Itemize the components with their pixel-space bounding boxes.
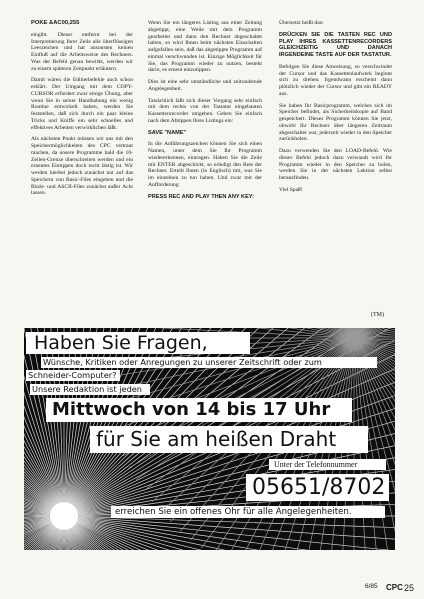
magazine-brand: CPC (386, 583, 403, 592)
paragraph: eingibt. Dieser entfernt bei der Interpretierung Ihrer Zeile alle überflüssigen Leerzeichen und hat ansonsten keinen Einfluß auf die Arbeitsweise des Rechners. Was der Befehl genau bewirkt, werden wir zu einem späteren Zeitpunkt erläutern. (31, 31, 133, 72)
paragraph: Übersetzt heißt das: (279, 20, 324, 26)
ad-closing-line: erreichen Sie ein offenes Ohr für alle Angelegenheiten. (111, 506, 385, 518)
column-right (279, 20, 392, 199)
paragraph: Als nächsten Punkt müssen wir uns mit den Speichermöglichkeiten des CPC vertraut machen, da unsere Programme bald die 10-Zeilen-Grenze überschreiten werden und ein erneutes Eintippen doch recht lästig ist. Wir werden hierbei jedoch zunächst nur auf das Speichern von Basic-Files eingehen und die Binär- und ASCII-Files zunächst außer Acht lassen. (31, 136, 133, 197)
author-initials: (TM) (371, 312, 384, 318)
ad-phone-number: 05651/8702 (246, 474, 389, 501)
translation-caps: DRÜCKEN SIE DIE TASTEN REC UND PLAY IHRES KASSETTENRECORDERS GLEICHZEITIG UND DANACH IRGENDEINE TASTE AUF DER TASTATUR. (279, 31, 392, 58)
paragraph: Wenn Sie ein längeres Listing aus einer Zeitung abgetippt, eine Weile mit dem Programm gearbeitet und dann den Rechner abgeschaltet haben, so wird Ihnen beim nächsten Einschalten aufgefallen sein, daß das abgetippte Programm auf einmal verschwunden ist. Einzige Möglichkeit für Sie, das Programm wieder zu nutzen, besteht darin, es erneut einzutippen. (148, 20, 262, 74)
save-command: SAVE "NAME" (148, 129, 187, 136)
paragraph: Dies ist eine sehr umständliche und zeitraubende Angelegenheit. (148, 79, 262, 92)
ad-subline-computer: Schneider-Computer? (26, 370, 120, 381)
paragraph: Sie haben Ihr Basicprogramm, welches sich im Speicher befindet, als Sicherheitskopie auf Band gespeichert. Dieses Programm können Sie jetzt, obwohl Ihr Rechner über längeren Zeitraum abgeschaltet war, jederzeit wieder in den Speicher zurückholen. (279, 102, 392, 143)
paragraph: In die Anführungszeichen können Sie sich einen Namen, unter dem Sie Ihr Programm wiedererkennen, eintragen. Haben Sie die Zeile mit ENTER abgeschickt, so erledigt den Rest der Rechner. Erteilt Ihnen (in Englisch) mit, was Sie im einzelnen zu tun haben. Und zwar mit der Aufforderung (148, 141, 262, 188)
ad-editorial-line: Unsere Redaktion ist jeden (30, 384, 150, 395)
page-number: 25 (404, 583, 415, 593)
sign-off: Viel Spaß! (279, 186, 303, 193)
paragraph: Damit wären die Editierbefehle auch schon erklärt. Der Umgang mit dem COPY-CURSOR erfordert zwar einige Übung, aber wenn Sie in seiner Handhabung ein wenig Routine entwickelt haben, werden Sie feststellen, daß sich durch ein paar kleine Tricks und Kniffe ein sehr schnelles und effektives Arbeiten verwirklichen läßt. (31, 77, 133, 131)
poke-heading: POKE &AC00,255 (31, 20, 80, 26)
issue-date: 6/85 (365, 583, 378, 590)
ad-phone-intro: Unter der Telefonnummer (269, 459, 386, 470)
ad-headline: Haben Sie Fragen, (26, 332, 250, 354)
column-middle (148, 20, 262, 205)
ad-weekday-hours: Mittwoch von 14 bis 17 Uhr (46, 398, 352, 422)
paragraph: Befolgen Sie diese Anweisung, so verschwindet der Cursor und das Kassettenlaufwerk beginnt sich zu drehen. Irgendwann erscheint dann plötzlich wieder der Cursor und gibt ein READY aus. (279, 63, 392, 97)
paragraph: Tatsächlich läßt sich dieser Vorgang sehr einfach mit dem rechts von der Tastatur eingebauten Kassettenrecorder umgehen. Geben Sie einfach nach dem Abtippen Ihres Listings ein: (148, 97, 262, 124)
paragraph: Dazu verwenden Sie den LOAD-Befehl. Wie dieser Befehl jedoch dazu verwandt wird Ihr Programm wieder in den Speicher zu holen, werden Sie in der nächsten Lektion selbst herausfinden. (279, 148, 392, 181)
column-left (31, 20, 133, 202)
ad-hot-line: für Sie am heißen Draht (90, 426, 368, 453)
press-rec-prompt: PRESS REC AND PLAY THEN ANY KEY: (148, 193, 254, 200)
hotline-advertisement (24, 328, 395, 550)
ad-subline: Wünsche, Kritiken oder Anregungen zu unserer Zeitschrift oder zum (41, 357, 377, 368)
